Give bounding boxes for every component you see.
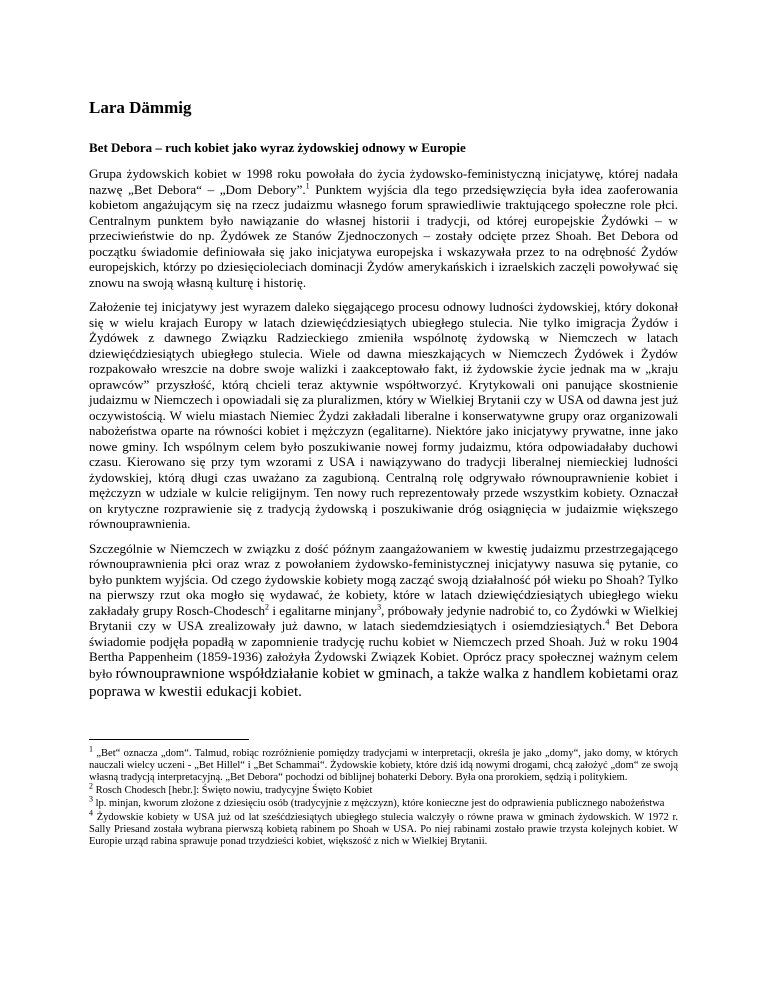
paragraph-3: Szczególnie w Niemczech w związku z dość późnym zaangażowaniem w kwestię judaizmu przestrzegającego równouprawnienia płci oraz wraz z powołaniem żydowsko-feministycznej inicjatywy nasuwa się pytanie, co było punktem wyjścia. Od czego żydowskie kobiety mogą zacząć swoją działalność pół wieku po Shoah? Tylko na pierwszy rzut oka mogło się wydawać, że kobiety, które w latach dziewięćdziesiątych ubiegłego wieku zakładały grupy Rosch-Chodesch$^2$ i egalitarne minjany$^3$, próbowały jedynie nadrobić to, co Żydówki w Wielkiej Brytanii czy w USA zrealizowały już dawno, w latach siedemdziesiątych i osiemdziesiątych.$^4$ Bet Debora świadomie podjęła popadłą w zapomnienie tradycję ruchu kobiet w Niemczech przed Shoah. Już w roku 1904 Bertha Pappenheim (1859-1936) założyła Żydowski Związek Kobiet. Oprócz pracy społecznej ważnym celem było równouprawnione współdziałanie kobiet w gminach, a także walka z handlem kobietami oraz poprawa w kwestii edukacji kobiet. [89, 540, 678, 700]
footnote-number: 1 [89, 744, 93, 753]
paragraph-2: Założenie tej inicjatywy jest wyrazem daleko sięgającego procesu odnowy ludności żydowskiej, który dokonał się w wielu krajach Europy w latach dziewięćdziesiątych ubiegłego stulecia. Nie tylko imigracja Żydów i Żydówek z dawnego Związku Radzieckiego zmieniła wspólnotę żydowską w Niemczech w latach dziewięćdziesiątych ubiegłego stulecia. Wiele od dawna mieszkających w Niemczech Żydówek i Żydów rozpakowało wreszcie na dobre swoje walizki i zaakceptowało fakt, iż żydowskie życie jednak ma w „kraju oprawców” przyszłość, którą chcieli teraz aktywnie współtworzyć. Krytykowali oni panujące skostnienie judaizmu w Niemczech i opowiadali się za pluralizmen, który w Wielkiej Brytanii czy w USA od dawna jest już oczywistością. W wielu miastach Niemiec Żydzi zakładali liberalne i konserwatywne grupy oraz organizowali nabożeństwa oparte na równości kobiet i mężczyzn (egalitarne). Niektóre jako inicjatywy prywatne, inne jako nowe gminy. Ich wspólnym celem było poszukiwanie nowej formy judaizmu, która odpowiadałaby duchowi czasu. Kierowano się przy tym wzorami z USA i nawiązywano do tradycji liberalnej niemieckiej ludności żydowskiej, którą długi czas uważano za zagubioną. Centralną rolę odgrywało równouprawnienie kobiet i mężczyzn w udziale w kulcie religijnym. Ten nowy ruch reprezentowały przede wszystkim kobiety. Oznaczał on krytyczne rozprawienie się z tradycją żydowską i poszukiwanie dróg osiągnięcia w judaizmie większego równouprawnienia. [89, 299, 678, 531]
footnote-number: 2 [89, 781, 93, 791]
footnote-2: $^2$ Rosch Chodesch [hebr.]: Święto nowiu, tradycyjne Święto Kobiet [89, 781, 373, 797]
footnote-ref-1[interactable]: 1 [305, 181, 310, 191]
footnote-number: 4 [89, 808, 93, 818]
footnote-ref-4[interactable]: 4 [605, 617, 610, 627]
article-title: Bet Debora – ruch kobiet jako wyraz żydowskiej odnowy w Europie [89, 140, 466, 155]
document-page [89, 98, 678, 849]
footnote-4: $^4$ Żydowskie kobiety w USA już od lat sześćdziesiątych ubiegłego stulecia walczyły o równe prawa w gminach żydowskich. W 1972 r. Sally Priesand została wybrana pierwszą kobietą rabinem po Shoah w USA. Po niej rabinami zostało prawie trzysta kolejnych kobiet. W Europie urząd rabina sprawuje ponad trzydzieści kobiet, większość z nich w Wielkiej Brytanii. [89, 808, 678, 847]
footnote-ref-3[interactable]: 3 [377, 602, 382, 612]
footnote-separator [89, 739, 249, 740]
paragraph-1: Grupa żydowskich kobiet w 1998 roku powołała do życia żydowsko-feministyczną inicjatywę, której nadała nazwę „Bet Debora“ – „Dom Debory”.$^1$ Punktem wyjścia dla tego przedsięwzięcia była idea zaoferowania kobietom angażującym się na rzecz judaizmu własnego forum sprawiedliwie traktującego społeczne role płci. Centralnym punktem było nawiązanie do własnej historii i tradycji, od której europejskie Żydówki – w przeciwieństwie do np. Żydówek ze Stanów Zjednoczonych – zostały odcięte przez Shoah. Bet Debora od początku świadomie definiowała się jako inicjatywa europejska i wskazywała przez to na odrębność Żydów europejskich, którzy po dziesięcioleciach dominacji Żydów amerykańskich i izraelskich zaczęli powoływać się znowu na swoją własną kulturę i historię. [89, 166, 679, 290]
footnote-number: 3 [89, 794, 93, 804]
author-name: Lara Dämmig [89, 98, 192, 117]
footnote-3: $^3$ lp. minjan, kworum złożone z dziesięciu osób (tradycyjnie z mężczyzn), które konieczne jest do odprawienia publicznego nabożeństwa [89, 794, 665, 810]
footnote-ref-2[interactable]: 2 [265, 602, 270, 612]
footnote-1: $^1$ „Bet“ oznacza „dom“. Talmud, robiąc rozróżnienie pomiędzy tradycjami w interpretacji, określa je jako „domy“, jako domy, w których nauczali wielcy uczeni - „Bet Hillel“ i „Bet Schammai“. Żydowskie kobiety, które dziś idą nowymi drogami, chcą założyć „dom“ ze swoją własną tradycją interpretacyjną. „Bet Debora“ pochodzi od biblijnej bohaterki Debory. Była ona prorokiem, sędzią i politykiem. [89, 744, 678, 783]
enlarged-text: równouprawnione współdziałanie kobiet w gminach, a także walka z handlem kobietami oraz poprawa w kwestii edukacji kobiet. [89, 665, 678, 700]
